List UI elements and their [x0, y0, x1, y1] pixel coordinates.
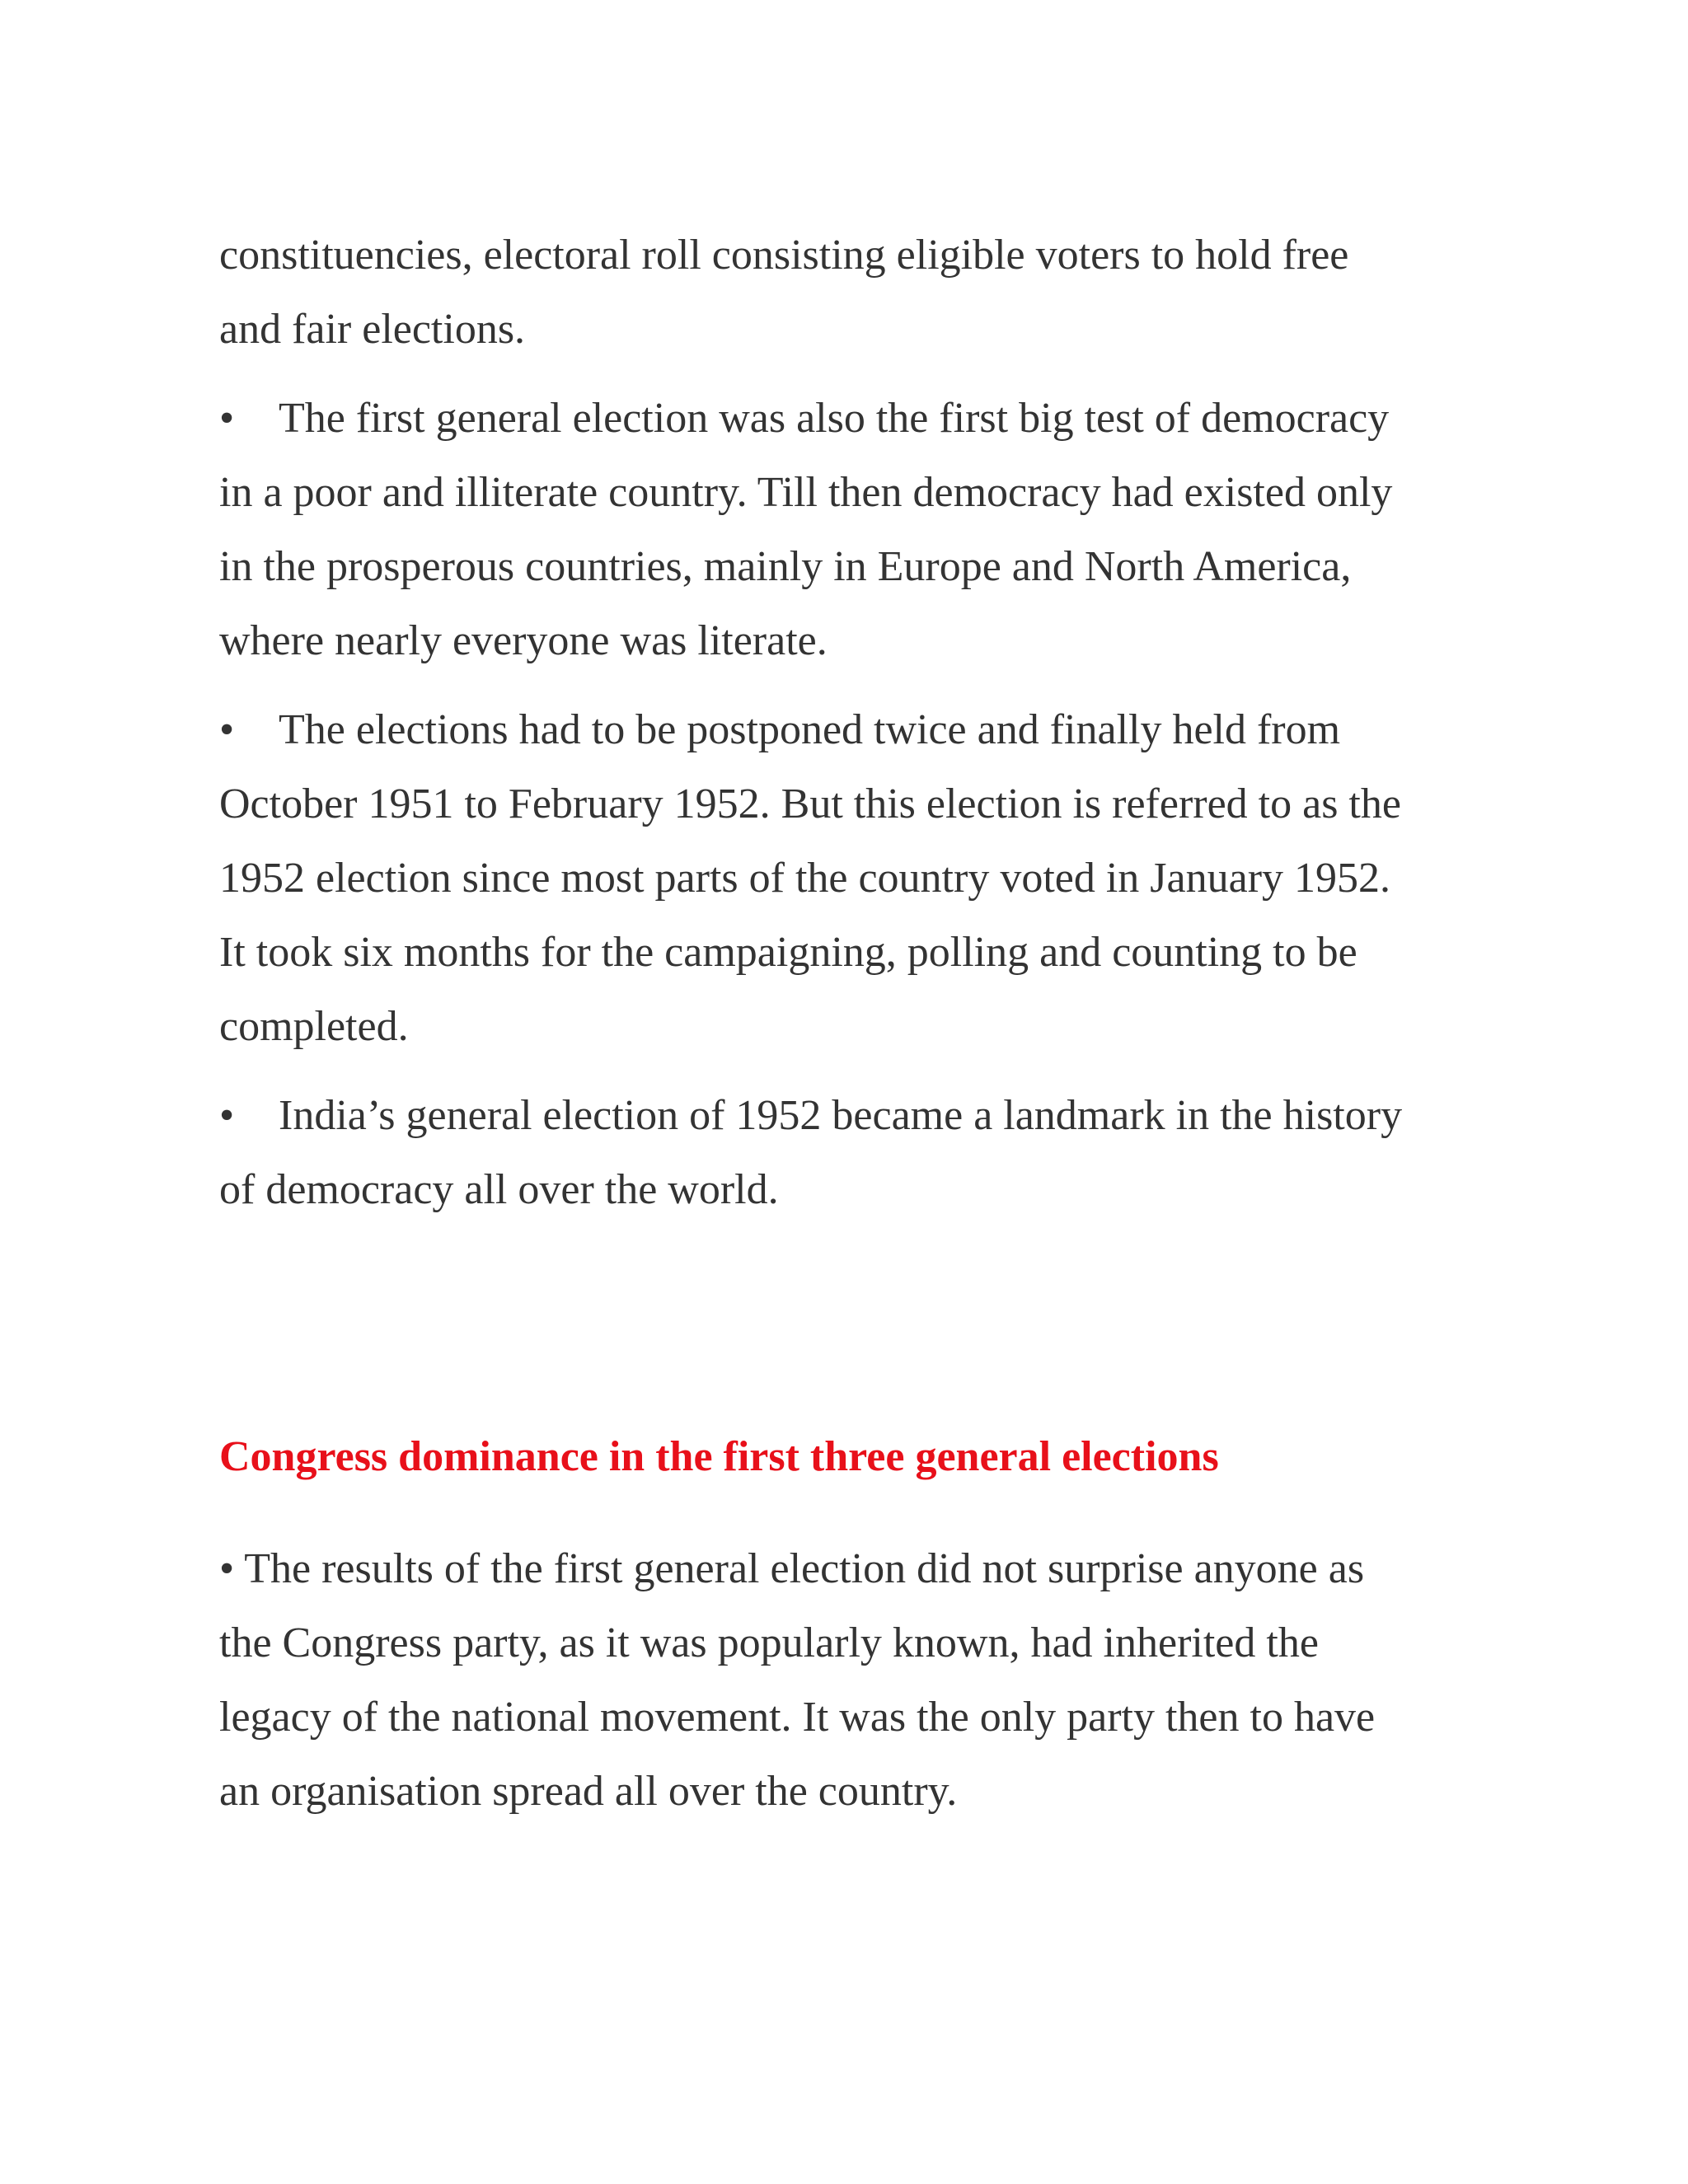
bullet-item-first-line — [219, 705, 1340, 755]
intro-line: constituencies, electoral roll consisting eligible voters to hold free — [219, 232, 1349, 279]
bullet-text: India’s general election of 1952 became a landmark in the history — [279, 1092, 1403, 1139]
bullet-item-line: where nearly everyone was literate. — [219, 617, 828, 664]
bullet-marker: • — [219, 706, 235, 753]
bullet-item-line: in a poor and illiterate country. Till then democracy had existed only — [219, 469, 1393, 516]
bullet-item-first-line — [219, 1091, 1402, 1141]
paragraph-line: • The results of the first general election did not surprise anyone as — [219, 1545, 1365, 1592]
bullet-item-line: of democracy all over the world. — [219, 1166, 779, 1213]
section-heading: Congress dominance in the first three general elections — [219, 1433, 1219, 1480]
bullet-text: The elections had to be postponed twice and finally held from — [279, 706, 1341, 753]
bullet-marker: • — [219, 395, 235, 442]
bullet-item-line: It took six months for the campaigning, polling and counting to be — [219, 929, 1357, 976]
bullet-item-line: 1952 election since most parts of the country voted in January 1952. — [219, 855, 1391, 902]
bullet-item-first-line — [219, 394, 1389, 443]
intro-line: and fair elections. — [219, 306, 526, 353]
bullet-item-line: October 1951 to February 1952. But this election is referred to as the — [219, 780, 1401, 827]
paragraph-line: the Congress party, as it was popularly known, had inherited the — [219, 1619, 1319, 1666]
bullet-item-line: in the prosperous countries, mainly in Europe and North America, — [219, 543, 1352, 590]
bullet-text: The first general election was also the first big test of democracy — [279, 395, 1390, 442]
bullet-item-line: completed. — [219, 1003, 409, 1050]
paragraph-line: legacy of the national movement. It was the only party then to have — [219, 1694, 1376, 1741]
paragraph-line: an organisation spread all over the country. — [219, 1768, 958, 1815]
bullet-marker: • — [219, 1092, 235, 1139]
